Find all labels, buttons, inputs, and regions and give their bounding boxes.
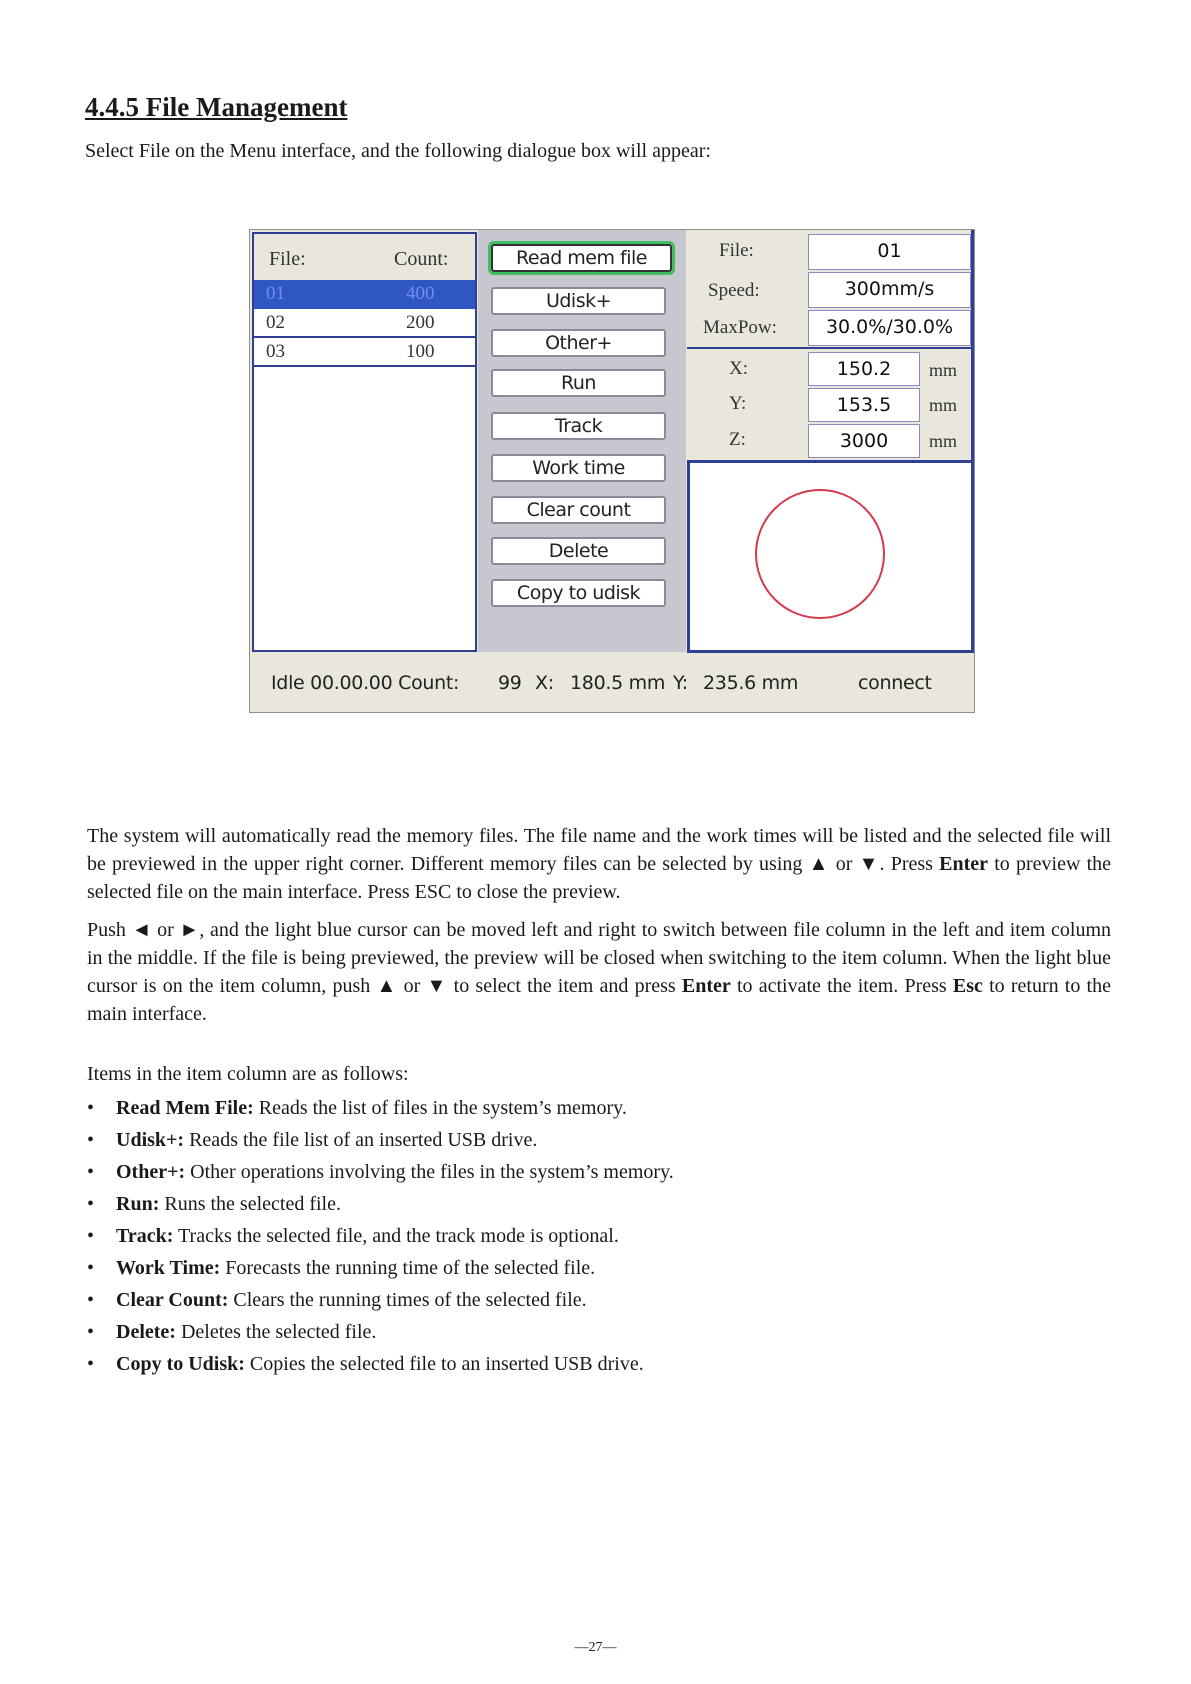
x-label: X: xyxy=(729,358,748,379)
item-desc: Runs the selected file. xyxy=(159,1193,341,1215)
file-management-screen xyxy=(249,229,975,713)
p2-esc-key: Esc xyxy=(952,975,983,997)
status-x-value: 180.5 mm xyxy=(570,672,666,694)
udisk-plus-button[interactable]: Udisk+ xyxy=(491,287,666,315)
list-item xyxy=(87,1252,674,1284)
item-term: Run: xyxy=(116,1193,160,1215)
file-row[interactable] xyxy=(254,338,475,367)
copy-to-udisk-button[interactable]: Copy to udisk xyxy=(491,579,666,607)
item-desc: Deletes the selected file. xyxy=(175,1321,377,1343)
item-desc: Reads the file list of an inserted USB drive. xyxy=(184,1129,538,1151)
clear-count-button[interactable]: Clear count xyxy=(491,496,666,524)
list-intro: Items in the item column are as follows: xyxy=(87,1063,409,1085)
bullet: • xyxy=(87,1097,95,1119)
file-row-selected[interactable] xyxy=(254,280,475,309)
y-label: Y: xyxy=(729,393,747,414)
list-item xyxy=(87,1156,674,1188)
bullet: • xyxy=(87,1193,95,1215)
file-name: 01 xyxy=(266,283,285,304)
file-name: 03 xyxy=(266,341,285,362)
intro-text: Select File on the Menu interface, and the following dialogue box will appear: xyxy=(85,140,711,162)
bullet: • xyxy=(87,1225,95,1247)
item-term: Work Time: xyxy=(116,1257,221,1279)
file-count: 100 xyxy=(406,341,435,362)
list-item xyxy=(87,1316,674,1348)
status-state: Idle 00.00.00 Count: xyxy=(271,672,460,694)
item-column-panel xyxy=(478,230,686,652)
file-row[interactable] xyxy=(254,309,475,338)
bullet: • xyxy=(87,1257,95,1279)
work-time-button[interactable]: Work time xyxy=(491,454,666,482)
bullet: • xyxy=(87,1129,95,1151)
item-desc: Clears the running times of the selected file. xyxy=(228,1289,587,1311)
list-item xyxy=(87,1188,674,1220)
description-paragraph-2 xyxy=(87,916,1111,1028)
file-value: 01 xyxy=(808,234,971,270)
preview-circle xyxy=(756,490,884,618)
item-desc: Copies the selected file to an inserted USB drive. xyxy=(244,1353,644,1375)
section-heading: 4.4.5 File Management xyxy=(85,92,348,122)
z-unit: mm xyxy=(929,431,958,451)
p2-text-1: Push ◄ or ►, and the light blue cursor can be moved left and right to switch between file column in the left and item column in the middle. If the file is being previewed, the preview will be closed when switching to the item column. When the light blue cursor is on the item column, push ▲ or ▼ to select the item and press xyxy=(87,919,1111,997)
y-value: 153.5 xyxy=(808,388,920,422)
count-column-header: Count: xyxy=(394,248,449,270)
item-term: Udisk+: xyxy=(116,1129,185,1151)
item-term: Copy to Udisk: xyxy=(116,1353,245,1375)
item-term: Other+: xyxy=(116,1161,186,1183)
p2-text-3: to return to the main interface. xyxy=(87,975,1111,1025)
status-x-label: X: xyxy=(535,672,554,694)
item-desc: Other operations involving the files in the system’s memory. xyxy=(185,1161,674,1183)
item-term: Read Mem File: xyxy=(116,1097,254,1119)
other-plus-button[interactable]: Other+ xyxy=(491,329,666,357)
speed-value: 300mm/s xyxy=(808,272,971,308)
item-term: Track: xyxy=(116,1225,174,1247)
file-label: File: xyxy=(719,240,754,261)
z-value: 3000 xyxy=(808,424,920,458)
list-item xyxy=(87,1124,674,1156)
list-item xyxy=(87,1348,674,1380)
read-mem-file-button[interactable]: Read mem file xyxy=(491,244,672,272)
status-count: 99 xyxy=(498,672,522,694)
delete-button[interactable]: Delete xyxy=(491,537,666,565)
run-button[interactable]: Run xyxy=(491,369,666,397)
status-bar xyxy=(250,654,974,712)
item-desc: Reads the list of files in the system’s memory. xyxy=(253,1097,627,1119)
item-desc: Forecasts the running time of the selected file. xyxy=(220,1257,596,1279)
file-list-panel[interactable] xyxy=(252,232,477,652)
x-unit: mm xyxy=(929,360,958,380)
bullet: • xyxy=(87,1353,95,1375)
p1-text-2: to preview the selected file on the main interface. Press ESC to close the preview. xyxy=(87,853,1112,903)
p1-text-1: The system will automatically read the memory files. The file name and the work times will be listed and the selected file will be previewed in the upper right corner. Different memory files can be selected by using ▲ or ▼. Press xyxy=(87,825,1111,875)
maxpow-label: MaxPow: xyxy=(703,317,777,338)
file-preview-area xyxy=(687,460,974,653)
maxpow-value: 30.0%/30.0% xyxy=(808,310,971,346)
x-value: 150.2 xyxy=(808,352,920,386)
status-y-value: 235.6 mm xyxy=(703,672,799,694)
p2-enter-key: Enter xyxy=(681,975,731,997)
description-paragraph-1 xyxy=(87,822,1111,906)
file-column-header: File: xyxy=(269,248,306,270)
file-info-panel xyxy=(687,230,974,460)
item-description-list xyxy=(87,1092,674,1380)
bullet: • xyxy=(87,1289,95,1311)
p1-enter-key: Enter xyxy=(939,853,989,875)
status-y-label: Y: xyxy=(673,672,688,694)
file-name: 02 xyxy=(266,312,285,333)
preview-graphic xyxy=(690,463,971,650)
item-term: Delete: xyxy=(116,1321,176,1343)
y-unit: mm xyxy=(929,395,958,415)
p2-text-2: to activate the item. Press xyxy=(730,975,953,997)
file-count: 400 xyxy=(406,283,435,304)
list-item xyxy=(87,1092,674,1124)
item-term: Clear Count: xyxy=(116,1289,229,1311)
connection-status: connect xyxy=(858,672,932,694)
list-item xyxy=(87,1220,674,1252)
list-item xyxy=(87,1284,674,1316)
bullet: • xyxy=(87,1161,95,1183)
file-count: 200 xyxy=(406,312,435,333)
page-number: —27— xyxy=(574,1640,617,1655)
bullet: • xyxy=(87,1321,95,1343)
info-divider xyxy=(687,347,971,349)
z-label: Z: xyxy=(729,429,746,450)
speed-label: Speed: xyxy=(708,280,760,301)
track-button[interactable]: Track xyxy=(491,412,666,440)
file-list-header xyxy=(254,234,475,280)
item-desc: Tracks the selected file, and the track mode is optional. xyxy=(173,1225,619,1247)
